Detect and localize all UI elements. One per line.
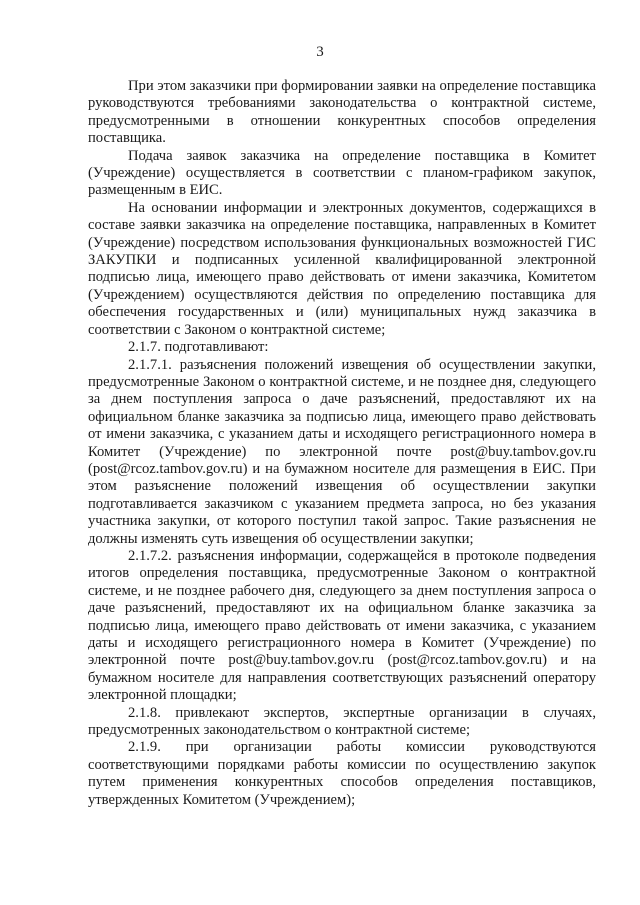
paragraph-2-1-9: 2.1.9. при организации работы комиссии руководствуются соответствующими порядками работы комиссии по осуществлению закупок путем применения конкурентных способов определения поставщиков, утвержденных Комитетом (Учреждением); <box>88 739 596 808</box>
paragraph-2-1-8: 2.1.8. привлекают экспертов, экспертные организации в случаях, предусмотренных законодательством о контрактной системе; <box>88 704 596 739</box>
paragraph-supplier-determination: На основании информации и электронных документов, содержащихся в составе заявки заказчика на определение поставщика, направленных в Комитет (Учреждение) посредством использования функциональных возможностей ГИС ЗАКУПКИ и подписанных усиленной квалифицированной электронной подписью лица, имеющего право действовать от имени заказчика, Комитетом (Учреждением) осуществляются действия по определению поставщика для обеспечения государственных и (или) муниципальных нужд заказчика в соответствии с Законом о контрактной системе; <box>88 199 596 338</box>
paragraph-application-submission: Подача заявок заказчика на определение поставщика в Комитет (Учреждение) осуществляется в соответствии с планом-графиком закупок, размещенным в ЕИС. <box>88 147 596 199</box>
document-body <box>88 78 596 809</box>
paragraph-2-1-7: 2.1.7. подготавливают: <box>128 339 269 356</box>
paragraph-customer-requirements: При этом заказчики при формировании заявки на определение поставщика руководствуются требованиями законодательства о контрактной системе, предусмотренными в отношении конкурентных способов определения поставщика. <box>88 78 596 147</box>
paragraph-2-1-7-1: 2.1.7.1. разъяснения положений извещения об осуществлении закупки, предусмотренные Законом о контрактной системе, и не позднее дня, следующего за днем поступления запроса о даче разъяснений, предоставляют их на официальном бланке заказчика за подписью лица, имеющего право действовать от имени заказчика, с указанием даты и исходящего регистрационного номера в Комитет (Учреждение) по электронной почте post@buy.tambov.gov.ru (post@rcoz.tambov.gov.ru) и на бумажном носителе для размещения в ЕИС. При этом разъяснение положений извещения об осуществлении закупки подготавливается заказчиком с указанием предмета запроса, но без указания участника закупки, от которого поступил такой запрос. Такие разъяснения не должны изменять суть извещения об осуществлении закупки; <box>88 356 596 547</box>
paragraph-2-1-7-2: 2.1.7.2. разъяснения информации, содержащейся в протоколе подведения итогов определения поставщика, предусмотренные Законом о контрактной системе, и не позднее рабочего дня, следующего за днем поступления запроса о даче разъяснений, предоставляют их на официальном бланке заказчика за подписью лица, имеющего право действовать от имени заказчика, с указанием даты и исходящего регистрационного номера в Комитет (Учреждение) по электронной почте post@buy.tambov.gov.ru (post@rcoz.tambov.gov.ru) и на бумажном носителе для направления соответствующих разъяснений оператору электронной площадки; <box>88 547 596 704</box>
page-number: 3 <box>316 44 324 60</box>
